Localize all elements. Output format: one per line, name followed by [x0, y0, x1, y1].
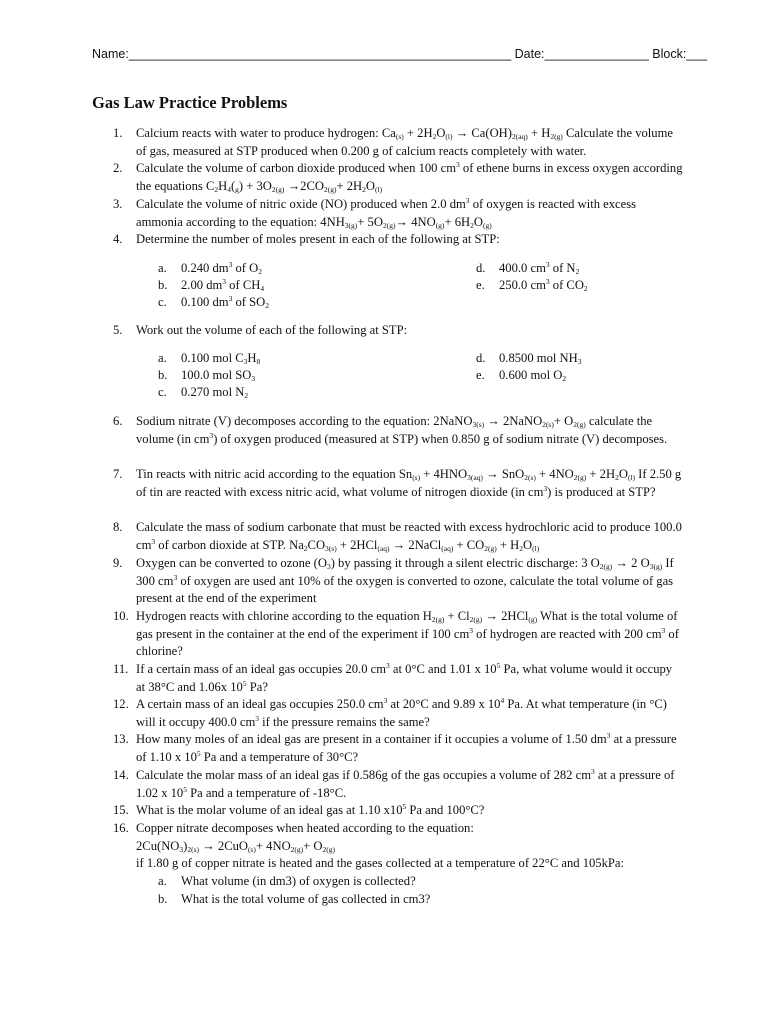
question-text: If a certain mass of an ideal gas occupies 20.0 $cm^3$ at 0°C and 1.01 x $10^5$ Pa, what volume would it occupy at 38°C and 1.06x $10^5$ Pa?: [136, 661, 673, 694]
question-text: Hydrogen reacts with chlorine according to the equation $H_{2(g)} + Cl_{2(g)} \to 2HCl_{(g)}$ What is the total volume of gas present in the container at the end of the experiment if 100 $cm^3$ of hydrogen are reacted with 200 $cm^3$ of chlorine?: [136, 609, 679, 659]
item-text: 400.0 $cm^3$ of $N_2$: [499, 260, 580, 276]
item-text: 0.8500 mol $NH_3$: [499, 351, 582, 366]
item-text: 0.600 mol $O_2$: [499, 368, 567, 383]
item-text: What is the total volume of gas collected in cm3?: [181, 892, 431, 906]
q4-item-c: [158, 294, 269, 312]
q5-item-c: [158, 384, 248, 402]
question-text: Oxygen can be converted to ozone $(O_3)$ by passing it through a silent electric discharge: 3 $O_{2(g)} \to 2$ $O_{3(g)}$ If 300 $cm^3$ of oxygen are used ant 10% of the oxygen is converted to ozone, calculate the total volume of gas present at the end of the experiment: [136, 556, 674, 606]
student-info-line: Name:_______________________________________________________ Date:_______________ Block:___: [92, 47, 708, 61]
question-14: [113, 767, 683, 802]
question-text: Sodium nitrate (V) decomposes according to the equation: 2NaNO$_{3(s)}$ → 2NaNO$_{2(s)}$+ $O_{2(g)}$ calculate the volume (in $cm^3$) of oxygen produced (measured at STP) when 0.850 g of sodium nitrate (V) decomposes.: [136, 414, 668, 446]
question-3: [113, 196, 683, 231]
item-label: d.: [476, 261, 486, 275]
question-15: [113, 802, 683, 820]
item-label: c.: [158, 295, 167, 309]
item-label: a.: [158, 261, 167, 275]
q16-item-b: [158, 891, 430, 909]
q4-item-b: [158, 277, 264, 295]
question-number: 12.: [113, 697, 129, 711]
q5-item-d: [476, 350, 581, 368]
question-text: Work out the volume of each of the following at STP:: [136, 323, 408, 337]
page-title: Gas Law Practice Problems: [92, 93, 288, 112]
question-text: A certain mass of an ideal gas occupies 250.0 $cm^3$ at 20°C and 9.89 x $10^4$ Pa. At what temperature (in °C) will it occupy 400.0 $cm^3$ if the pressure remains the same?: [136, 696, 667, 729]
question-number: 4.: [113, 232, 123, 246]
q4-item-d: [476, 260, 579, 278]
question-10: [113, 608, 683, 661]
question-number: 16.: [113, 821, 129, 835]
question-11: [113, 661, 683, 696]
question-7: [113, 466, 683, 501]
question-5: [113, 322, 683, 340]
question-text: Determine the number of moles present in each of the following at STP:: [136, 232, 500, 246]
question-16-conditions: [136, 855, 726, 873]
item-text: 250.0 $cm^3$ of $CO_2$: [499, 277, 588, 293]
item-label: b.: [158, 368, 168, 382]
conditions-text: if 1.80 g of copper nitrate is heated and the gases collected at a temperature of 22°C and 105kPa:: [136, 856, 624, 870]
question-text: Calcium reacts with water to produce hydrogen: $Ca_{(s)} + 2H_2O_{(l)} \to Ca(OH)_{2(aq)} + H_{2(g)}$ Calculate the volume of gas, measured at STP produced when 0.200 g of calcium reacts completely with water.: [136, 126, 673, 158]
question-number: 6.: [113, 414, 123, 428]
question-number: 5.: [113, 323, 123, 337]
question-text: How many moles of an ideal gas are present in a container if it occupies a volume of 1.50 $dm^3$ at a pressure of 1.10 x $10^5$ Pa and a temperature of 30°C?: [136, 731, 677, 764]
item-label: b.: [158, 278, 168, 292]
item-text: What volume (in dm3) of oxygen is collected?: [181, 874, 416, 888]
question-1: [113, 125, 683, 160]
item-label: e.: [476, 278, 485, 292]
item-text: 0.100 $dm^3$ of $SO_2$: [181, 294, 269, 310]
question-number: 9.: [113, 556, 123, 570]
question-12: [113, 696, 683, 731]
question-13: [113, 731, 683, 766]
q16-item-a: [158, 873, 416, 891]
question-text: What is the molar volume of an ideal gas at 1.10 $x10^5$ Pa and 100°C?: [136, 802, 485, 817]
item-text: 0.100 mol $C_3H_8$: [181, 351, 261, 366]
question-8: [113, 519, 683, 554]
item-text: 0.270 mol $N_2$: [181, 385, 249, 400]
item-label: a.: [158, 874, 167, 888]
question-number: 2.: [113, 161, 123, 175]
question-text: Tin reacts with nitric acid according to the equation $Sn_{(s)} + 4HNO_{3(aq)} \to SnO_{2(s)} + 4NO_{2(g)} + 2H_2O_{(l)}$ If 2.50 g of tin are reacted with excess nitric acid, what volume of nitrogen dioxide (in $cm^3$) is produced at STP?: [136, 467, 682, 499]
item-label: a.: [158, 351, 167, 365]
item-label: b.: [158, 892, 168, 906]
question-text: Calculate the molar mass of an ideal gas if 0.586g of the gas occupies a volume of 282 $cm^3$ at a pressure of 1.02 x $10^5$ Pa and a temperature of -18°C.: [136, 767, 675, 800]
question-number: 11.: [113, 662, 129, 676]
question-number: 7.: [113, 467, 123, 481]
question-2: [113, 160, 683, 195]
q5-item-e: [476, 367, 566, 385]
item-text: 100.0 mol $SO_3$: [181, 368, 256, 383]
question-number: 1.: [113, 126, 123, 140]
item-label: d.: [476, 351, 486, 365]
question-4: [113, 231, 683, 249]
q4-item-a: [158, 260, 262, 278]
item-label: e.: [476, 368, 485, 382]
question-16: [113, 820, 683, 855]
question-number: 14.: [113, 768, 129, 782]
q5-item-b: [158, 367, 255, 385]
question-number: 15.: [113, 803, 129, 817]
question-number: 3.: [113, 197, 123, 211]
q5-item-a: [158, 350, 260, 368]
item-label: c.: [158, 385, 167, 399]
question-6: [113, 413, 683, 448]
question-number: 8.: [113, 520, 123, 534]
question-9: [113, 555, 683, 608]
q4-item-e: [476, 277, 588, 295]
question-text: Copper nitrate decomposes when heated according to the equation: $2Cu(NO_3)_{2(s)} \to 2CuO_{(s)}+ 4NO_{2(g)}+ O_{2(g)}$: [136, 821, 474, 854]
item-text: 2.00 $dm^3$ of $CH_4$: [181, 277, 265, 293]
question-number: 10.: [113, 609, 129, 623]
question-text: Calculate the volume of nitric oxide (NO) produced when 2.0 $dm^3$ of oxygen is reacted with excess ammonia according to the equation: $4NH_{3(g)}+ 5O_{2(g)}\to 4NO_{(g)}+ 6H_2O_{(g)}$: [136, 196, 637, 230]
question-number: 13.: [113, 732, 129, 746]
question-text: Calculate the mass of sodium carbonate that must be reacted with excess hydrochloric acid to produce 100.0 $cm^3$ of carbon dioxide at STP. $Na_2CO_{3(s)} + 2HCl_{(aq)}$ → 2NaCl$_{(aq)}$ + $CO_{2(g)} + H_2O_{(l)}$: [136, 520, 682, 553]
item-text: 0.240 $dm^3$ of $O_2$: [181, 260, 262, 276]
question-text: Calculate the volume of carbon dioxide produced when 100 $cm^3$ of ethene burns in excess oxygen according the equations $C_2H_4(_g) + 3O_{2(g)} \to 2CO_{2(g)}+ 2H_2O_{(l)}$: [136, 160, 683, 194]
